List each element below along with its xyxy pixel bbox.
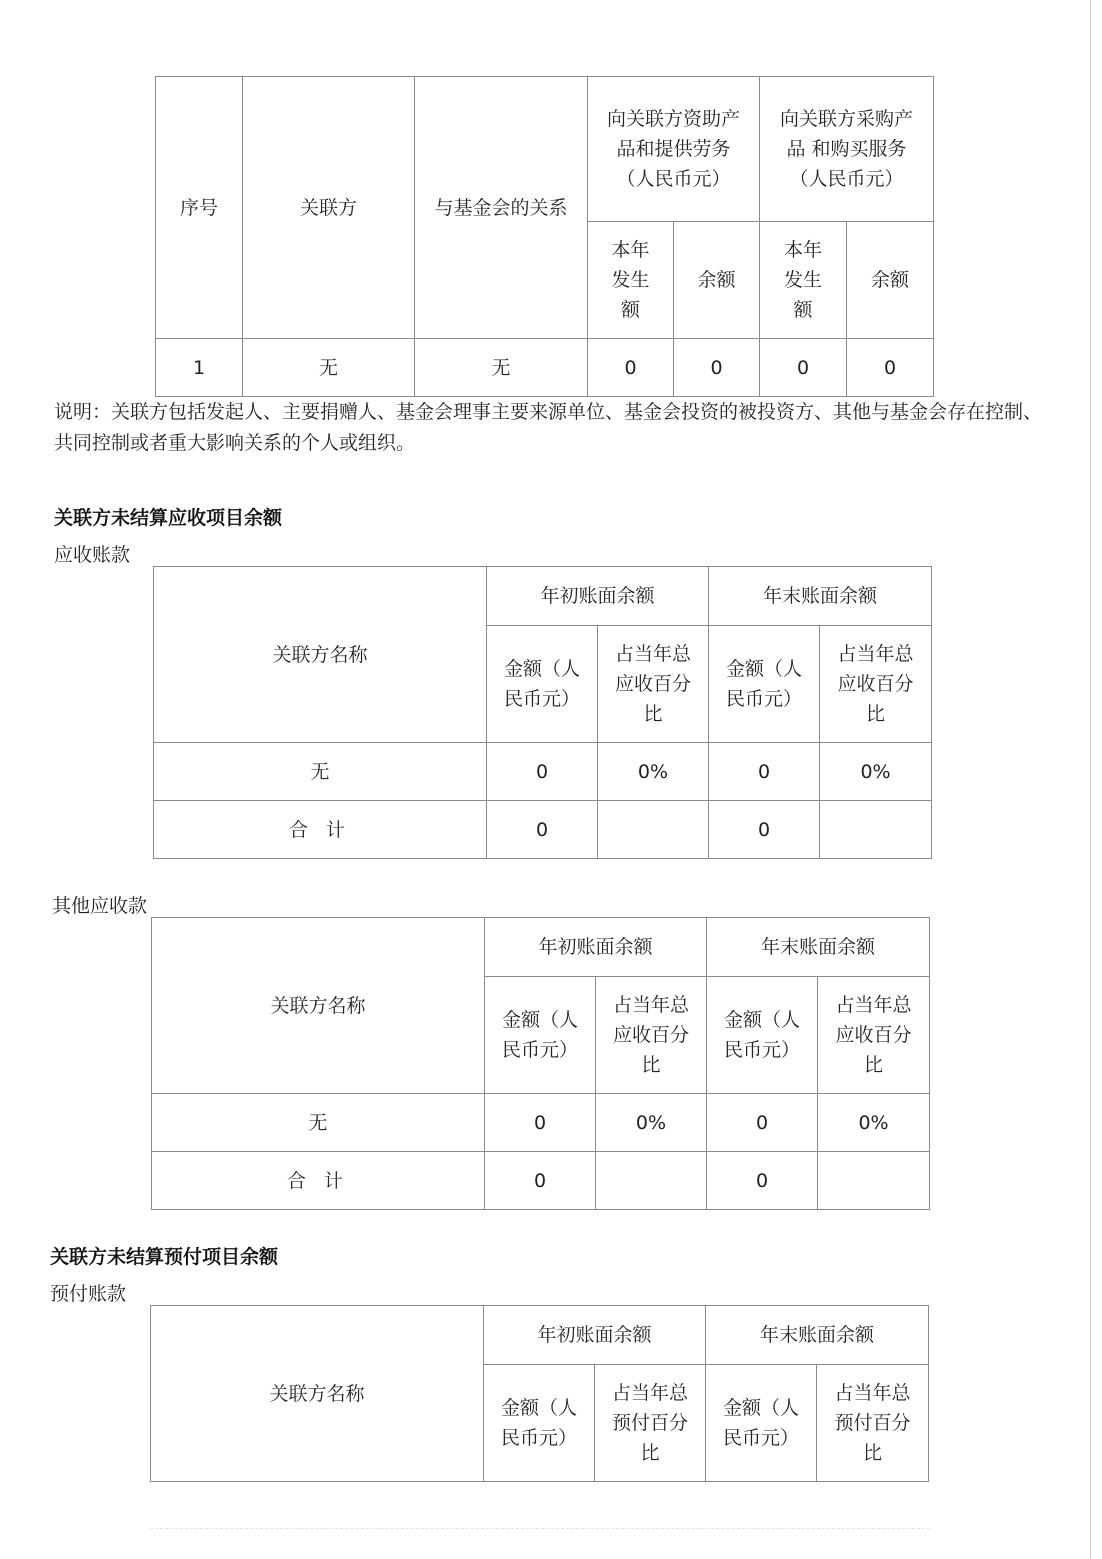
- header-open-ratio: 占当年总应收百分比: [596, 977, 707, 1094]
- header-closing-balance: 年末账面余额: [707, 918, 930, 977]
- prepaid-section-heading: 关联方未结算预付项目余额: [50, 1246, 279, 1268]
- header-close-amount: 金额（人民币元）: [706, 1365, 817, 1482]
- header-open-ratio: 占当年总预付百分比: [595, 1365, 706, 1482]
- other-receivable-table: [151, 917, 930, 1210]
- header-aid-balance: 余额: [674, 222, 760, 339]
- cell-total-label: 合 计: [152, 1152, 485, 1210]
- table-row: [152, 1094, 930, 1152]
- header-opening-balance: 年初账面余额: [487, 567, 709, 626]
- cell-aid-current: 0: [588, 339, 674, 397]
- header-open-amount: 金额（人民币元）: [487, 626, 598, 743]
- cell-total-open-amount: 0: [485, 1152, 596, 1210]
- cell-purchase-current: 0: [760, 339, 847, 397]
- cell-close-ratio: 0%: [818, 1094, 930, 1152]
- page-edge-line: [1090, 0, 1091, 1559]
- cell-close-amount: 0: [707, 1094, 818, 1152]
- cell-relation: 无: [415, 339, 588, 397]
- header-close-ratio: 占当年总预付百分比: [817, 1365, 929, 1482]
- table-row-total: [154, 801, 932, 859]
- prepayments-label: 预付账款: [50, 1283, 127, 1305]
- cell-open-amount: 0: [485, 1094, 596, 1152]
- cell-total-open-amount: 0: [487, 801, 598, 859]
- header-seq: 序号: [156, 77, 243, 339]
- cell-open-ratio: 0%: [598, 743, 709, 801]
- cell-seq: 1: [156, 339, 243, 397]
- table-row-total: [152, 1152, 930, 1210]
- cell-purchase-balance: 0: [847, 339, 934, 397]
- header-purchase-group: 向关联方采购产品 和购买服务（人民币元）: [760, 77, 934, 222]
- accounts-receivable-label: 应收账款: [54, 544, 131, 566]
- header-party: 关联方: [243, 77, 415, 339]
- header-open-ratio: 占当年总应收百分比: [598, 626, 709, 743]
- header-open-amount: 金额（人民币元）: [485, 977, 596, 1094]
- header-open-amount: 金额（人民币元）: [484, 1365, 595, 1482]
- receivable-section-heading: 关联方未结算应收项目余额: [54, 507, 283, 529]
- cell-open-amount: 0: [487, 743, 598, 801]
- prepayments-table: [150, 1305, 929, 1482]
- cell-total-close-ratio: [818, 1152, 930, 1210]
- header-closing-balance: 年末账面余额: [706, 1306, 929, 1365]
- header-purchase-current: 本年发生额: [760, 222, 847, 339]
- cell-total-label: 合 计: [154, 801, 487, 859]
- header-close-amount: 金额（人民币元）: [707, 977, 818, 1094]
- other-receivable-label: 其他应收款: [52, 895, 148, 917]
- header-close-amount: 金额（人民币元）: [709, 626, 820, 743]
- cell-total-open-ratio: [598, 801, 709, 859]
- header-close-ratio: 占当年总应收百分比: [820, 626, 932, 743]
- header-aid-group: 向关联方资助产品和提供劳务（人民币元）: [588, 77, 760, 222]
- table-row: [154, 743, 932, 801]
- header-closing-balance: 年末账面余额: [709, 567, 932, 626]
- cell-open-ratio: 0%: [596, 1094, 707, 1152]
- header-close-ratio: 占当年总应收百分比: [818, 977, 930, 1094]
- explanation-note: 说明：关联方包括发起人、主要捐赠人、基金会理事主要来源单位、基金会投资的被投资方、其他与基金会存在控制、共同控制或者重大影响关系的个人或组织。: [54, 401, 1043, 454]
- header-party-name: 关联方名称: [151, 1306, 484, 1482]
- header-opening-balance: 年初账面余额: [485, 918, 707, 977]
- scan-artifact-line: [150, 1528, 930, 1529]
- cell-total-close-amount: 0: [709, 801, 820, 859]
- cell-total-close-amount: 0: [707, 1152, 818, 1210]
- cell-close-amount: 0: [709, 743, 820, 801]
- header-party-name: 关联方名称: [152, 918, 485, 1094]
- related-party-transactions-table: [155, 76, 934, 397]
- table-row: [156, 339, 934, 397]
- cell-party-name: 无: [154, 743, 487, 801]
- cell-party-name: 无: [152, 1094, 485, 1152]
- cell-total-open-ratio: [596, 1152, 707, 1210]
- header-relation: 与基金会的关系: [415, 77, 588, 339]
- header-purchase-balance: 余额: [847, 222, 934, 339]
- header-party-name: 关联方名称: [154, 567, 487, 743]
- header-aid-current: 本年发生额: [588, 222, 674, 339]
- accounts-receivable-table: [153, 566, 932, 859]
- cell-close-ratio: 0%: [820, 743, 932, 801]
- header-opening-balance: 年初账面余额: [484, 1306, 706, 1365]
- cell-aid-balance: 0: [674, 339, 760, 397]
- cell-party: 无: [243, 339, 415, 397]
- cell-total-close-ratio: [820, 801, 932, 859]
